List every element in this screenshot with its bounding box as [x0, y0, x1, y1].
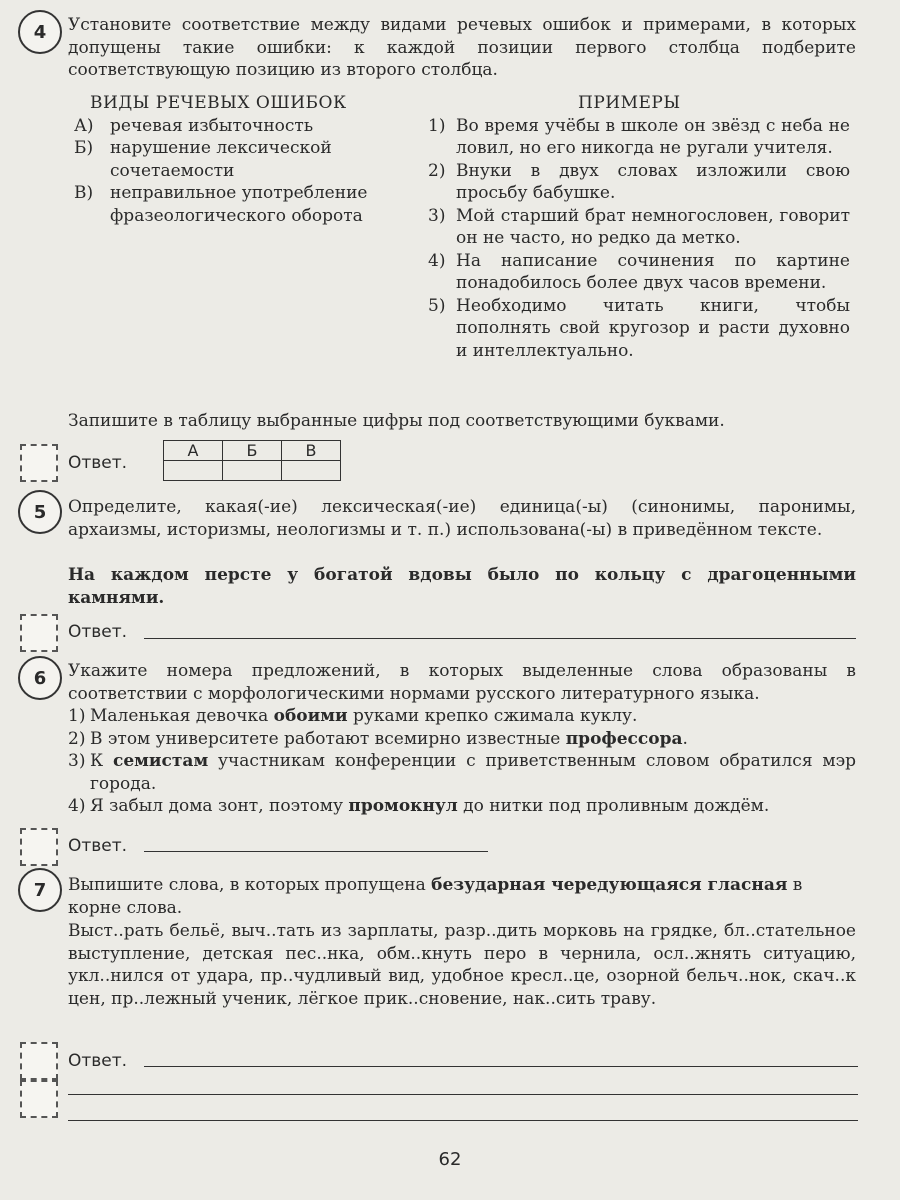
list-item: 1) Маленькая девочка обоими руками крепко сжимала куклу.: [68, 706, 638, 726]
answer-line[interactable]: [144, 851, 488, 852]
answer-check-box: [20, 828, 58, 866]
answer-check-box: [20, 444, 58, 482]
task-instruction: Укажите номера предложений, в которых выделенные слова образованы в соответствии с морфологическими нормами русского литературного языка.: [68, 661, 856, 704]
task-number: 6: [18, 656, 62, 700]
answer-cell-b[interactable]: [223, 461, 282, 481]
list-item: Б) нарушение лексической сочетаемости: [74, 138, 332, 181]
list-item: 4) На написание сочинения по картине понадобилось более двух часов времени.: [428, 250, 850, 293]
page-number: 62: [438, 1149, 462, 1170]
table-header-v: В: [282, 441, 341, 461]
answer-label: Ответ.: [68, 836, 128, 856]
column-header: ВИДЫ РЕЧЕВЫХ ОШИБОК: [90, 93, 347, 113]
task-number: 7: [18, 868, 62, 912]
answer-check-box: [20, 1042, 58, 1080]
answer-label: Ответ.: [68, 1051, 128, 1071]
error-types-column: [74, 92, 414, 227]
list-item: 1) Во время учёбы в школе он звёзд с неба не ловил, но его никогда не ругали учителя.: [428, 115, 850, 158]
list-item: 3) Мой старший брат немногословен, говорит он не часто, но редко да метко.: [428, 205, 850, 248]
list-item: 3) К семистам участникам конференции с приветственным словом обратился мэр города.: [68, 751, 857, 794]
highlighted-word: семистам: [113, 751, 209, 771]
answer-cell-v[interactable]: [282, 461, 341, 481]
answer-check-box: [20, 614, 58, 652]
table-instruction: Запишите в таблицу выбранные цифры под соответствующими буквами.: [68, 411, 725, 431]
list-item: В) неправильное употребление фразеологического оборота: [74, 183, 368, 226]
list-item: 4) Я забыл дома зонт, поэтому промокнул до нитки под проливным дождём.: [68, 796, 770, 816]
answer-cell-a[interactable]: [164, 461, 223, 481]
task-number: 4: [18, 10, 62, 54]
column-header: ПРИМЕРЫ: [578, 93, 681, 113]
answer-line[interactable]: [144, 1066, 858, 1067]
examples-column: [428, 92, 850, 362]
task-instruction: Выпишите слова, в которых пропущена безударная чередующаяся гласная в корне слова.: [68, 875, 803, 918]
answer-line[interactable]: [144, 638, 856, 639]
list-item: 5) Необходимо читать книги, чтобы пополнять свой кругозор и расти духовно и интеллектуально.: [428, 295, 850, 361]
highlighted-word: профессора: [565, 728, 683, 749]
table-header-b: Б: [223, 441, 282, 461]
highlighted-word: обоими: [273, 706, 348, 726]
answer-label: Ответ.: [68, 453, 128, 473]
task-instruction: Определите, какая(-ие) лексическая(-ие) единица(-ы) (синонимы, паронимы, архаизмы, историзмы, неологизмы и т. п.) использована(-ы) в приведённом тексте.: [68, 497, 856, 540]
task-options: [68, 705, 856, 818]
table-header-a: А: [164, 441, 223, 461]
list-item: 2) В этом университете работают всемирно известные профессора.: [68, 728, 688, 749]
task-words: Выст..рать бельё, выч..тать из зарплаты, разр..дить морковь на грядке, бл..стательное выступление, детская пес..нка, обм..кнуть перо в чернила, осл..жнять ситуацию, укл..нился от удара, пр..чудливый вид, удобное кресл..це, озорной бельч..нок, скач..к цен, пр..лежный ученик, лёгкое прик..сновение, нак..сить траву.: [68, 921, 856, 1009]
answer-label: Ответ.: [68, 622, 128, 642]
answer-check-box: [20, 1080, 58, 1118]
list-item: А) речевая избыточность: [74, 115, 314, 136]
highlighted-word: промокнул: [348, 796, 458, 816]
task-sentence: На каждом персте у богатой вдовы было по кольцу с драгоценными камнями.: [68, 565, 856, 608]
task-instruction: Установите соответствие между видами речевых ошибок и примерами, в которых допущены такие ошибки: к каждой позиции первого столбца подберите соответствующую позицию из второго столбца.: [68, 15, 856, 80]
answer-line[interactable]: [68, 1094, 858, 1095]
answer-line[interactable]: [68, 1120, 858, 1121]
answer-table: [163, 440, 341, 481]
task-number: 5: [18, 490, 62, 534]
list-item: 2) Внуки в двух словах изложили свою просьбу бабушке.: [428, 160, 850, 203]
